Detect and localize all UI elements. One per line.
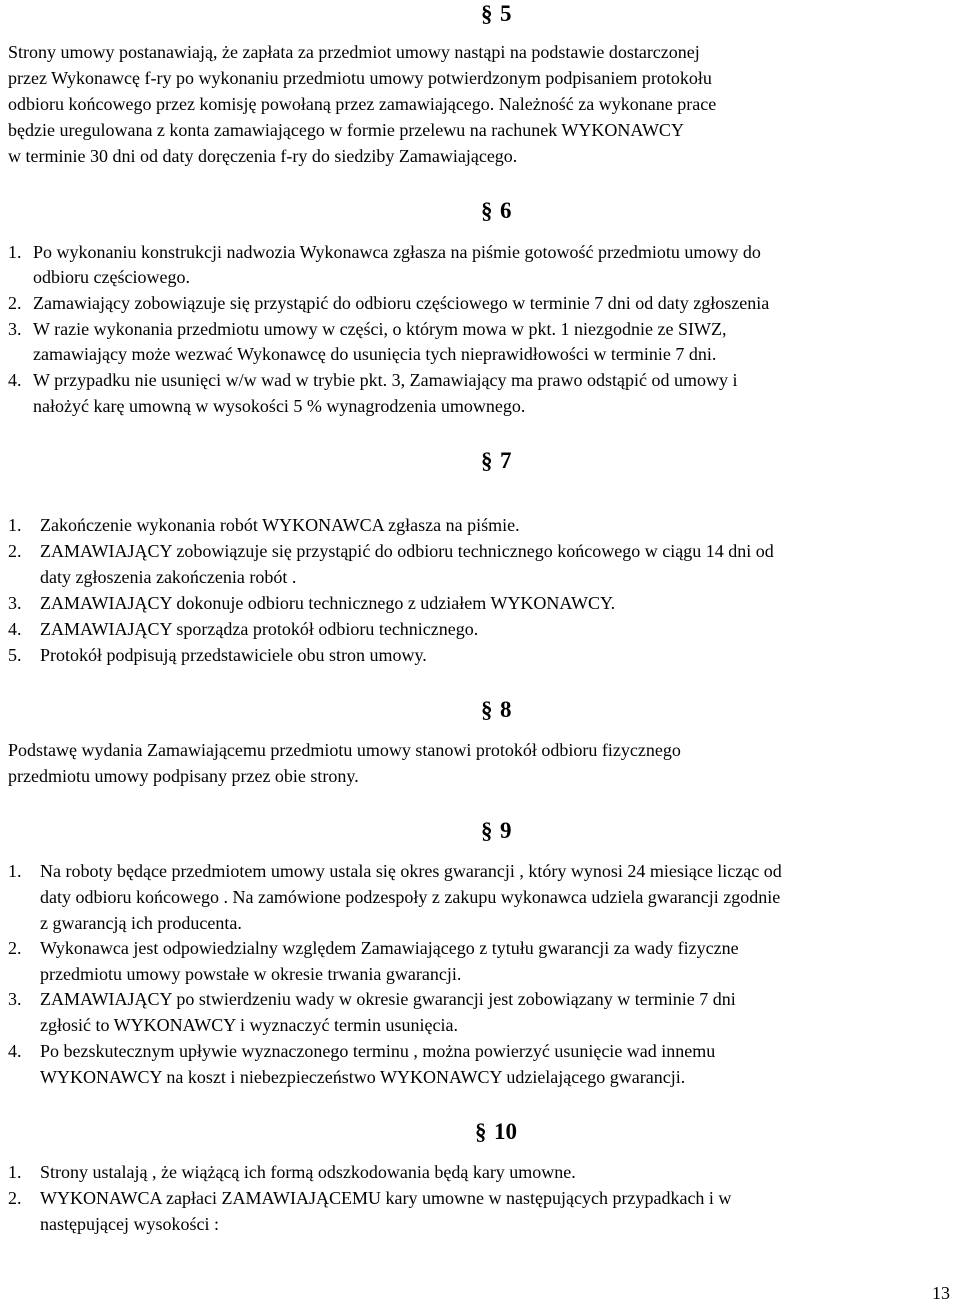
section-9-item-1-continued: z gwarancją ich producenta.: [40, 913, 242, 933]
item-text: W razie wykonania przedmiotu umowy w części, o którym mowa w pkt. 1 niezgodnie ze SIWZ,: [33, 319, 727, 339]
section-5-heading: [481, 2, 512, 25]
section-5-paragraph-line: przez Wykonawcę f-ry po wykonaniu przedmiotu umowy potwierdzonym podpisaniem protokołu: [8, 68, 712, 88]
section-number: 10: [494, 1119, 517, 1144]
item-number: 2.: [8, 541, 22, 561]
section-6-item-4-continued: nałożyć karę umowną w wysokości 5 % wynagrodzenia umownego.: [33, 396, 526, 416]
item-number: 2.: [8, 938, 22, 958]
item-number: 5.: [8, 645, 22, 665]
section-5-paragraph-line: w terminie 30 dni od daty doręczenia f-ry do siedziby Zamawiającego.: [8, 146, 518, 166]
section-8-paragraph-line: Podstawę wydania Zamawiającemu przedmiotu umowy stanowi protokół odbioru fizycznego: [8, 740, 681, 760]
item-number: 3.: [8, 593, 22, 613]
item-number: 1.: [8, 515, 22, 535]
item-text: Na roboty będące przedmiotem umowy ustala się okres gwarancji , który wynosi 24 miesiące licząc od: [40, 861, 782, 881]
item-text: Zamawiający zobowiązuje się przystąpić do odbioru częściowego w terminie 7 dni od daty zgłoszenia: [33, 293, 770, 313]
section-number: 9: [500, 818, 512, 843]
section-7-item-1: [8, 516, 520, 534]
section-6-item-1: [8, 243, 761, 261]
section-9-item-4: [8, 1042, 715, 1060]
section-9-item-3: [8, 990, 736, 1008]
section-9-item-1: [8, 862, 782, 880]
section-number: 8: [500, 697, 512, 722]
page-number: 13: [932, 1283, 950, 1303]
section-number: 6: [500, 198, 512, 223]
section-7-item-3: [8, 594, 615, 612]
item-text: ZAMAWIAJĄCY po stwierdzeniu wady w okresie gwarancji jest zobowiązany w terminie 7 dni: [40, 989, 736, 1009]
section-6-item-3-continued: zamawiający może wezwać Wykonawcę do usunięcia tych nieprawidłowości w terminie 7 dni.: [33, 344, 717, 364]
item-number: 3.: [8, 319, 22, 339]
section-9-item-2: [8, 939, 739, 957]
section-8-paragraph-line: przedmiotu umowy podpisany przez obie strony.: [8, 766, 359, 786]
item-text: Wykonawca jest odpowiedzialny względem Zamawiającego z tytułu gwarancji za wady fizyczne: [40, 938, 739, 958]
section-symbol: §: [481, 448, 493, 473]
section-10-heading: [475, 1120, 517, 1143]
item-text: Strony ustalają , że wiążącą ich formą odszkodowania będą kary umowne.: [40, 1162, 576, 1182]
item-text: Po wykonaniu konstrukcji nadwozia Wykonawca zgłasza na piśmie gotowość przedmiotu umowy do: [33, 242, 761, 262]
item-number: 2.: [8, 1188, 22, 1208]
item-number: 1.: [8, 242, 22, 262]
section-8-heading: [481, 698, 512, 721]
item-number: 4.: [8, 1041, 22, 1061]
section-5-paragraph-line: będzie uregulowana z konta zamawiającego w formie przelewu na rachunek WYKONAWCY: [8, 120, 684, 140]
section-number: 7: [500, 448, 512, 473]
section-symbol: §: [475, 1119, 487, 1144]
section-6-item-4: [8, 371, 738, 389]
item-text: WYKONAWCA zapłaci ZAMAWIAJĄCEMU kary umowne w następujących przypadkach i w: [40, 1188, 732, 1208]
section-5-paragraph-line: odbioru końcowego przez komisję powołaną przez zamawiającego. Należność za wykonane prace: [8, 94, 717, 114]
section-7-item-4: [8, 620, 478, 638]
section-5-paragraph-line: Strony umowy postanawiają, że zapłata za przedmiot umowy nastąpi na podstawie dostarczonej: [8, 42, 700, 62]
item-text: ZAMAWIAJĄCY zobowiązuje się przystąpić do odbioru technicznego końcowego w ciągu 14 dni od: [40, 541, 774, 561]
section-6-item-2: [8, 294, 769, 312]
section-6-heading: [481, 199, 512, 222]
item-number: 2.: [8, 293, 22, 313]
section-7-item-2-continued: daty zgłoszenia zakończenia robót .: [40, 567, 297, 587]
item-text: ZAMAWIAJĄCY sporządza protokół odbioru technicznego.: [40, 619, 479, 639]
section-9-item-4-continued: WYKONAWCY na koszt i niebezpieczeństwo WYKONAWCY udzielającego gwarancji.: [40, 1067, 686, 1087]
item-text: ZAMAWIAJĄCY dokonuje odbioru technicznego z udziałem WYKONAWCY.: [40, 593, 616, 613]
item-text: W przypadku nie usunięci w/w wad w trybie pkt. 3, Zamawiający ma prawo odstąpić od umowy i: [33, 370, 738, 390]
section-9-item-1-continued: daty odbioru końcowego . Na zamówione podzespoły z zakupu wykonawca udziela gwarancji zgodnie: [40, 887, 781, 907]
section-10-item-2: [8, 1189, 731, 1207]
section-7-item-2: [8, 542, 774, 560]
item-text: Protokół podpisują przedstawiciele obu stron umowy.: [40, 645, 427, 665]
section-7-heading: [481, 449, 512, 472]
section-symbol: §: [481, 198, 493, 223]
section-symbol: §: [481, 818, 493, 843]
item-number: 4.: [8, 370, 22, 390]
section-9-item-3-continued: zgłosić to WYKONAWCY i wyznaczyć termin usunięcia.: [40, 1015, 458, 1035]
section-6-item-1-continued: odbioru częściowego.: [33, 267, 190, 287]
section-symbol: §: [481, 697, 493, 722]
section-9-item-2-continued: przedmiotu umowy powstałe w okresie trwania gwarancji.: [40, 964, 462, 984]
item-text: Zakończenie wykonania robót WYKONAWCA zgłasza na piśmie.: [40, 515, 520, 535]
section-7-item-5: [8, 646, 427, 664]
section-6-item-3: [8, 320, 726, 338]
item-number: 4.: [8, 619, 22, 639]
section-9-heading: [481, 819, 512, 842]
item-text: Po bezskutecznym upływie wyznaczonego terminu , można powierzyć usunięcie wad innemu: [40, 1041, 716, 1061]
section-symbol: §: [481, 1, 493, 26]
item-number: 1.: [8, 861, 22, 881]
section-10-item-2-continued: następującej wysokości :: [40, 1214, 219, 1234]
item-number: 1.: [8, 1162, 22, 1182]
item-number: 3.: [8, 989, 22, 1009]
section-10-item-1: [8, 1163, 576, 1181]
section-number: 5: [500, 1, 512, 26]
